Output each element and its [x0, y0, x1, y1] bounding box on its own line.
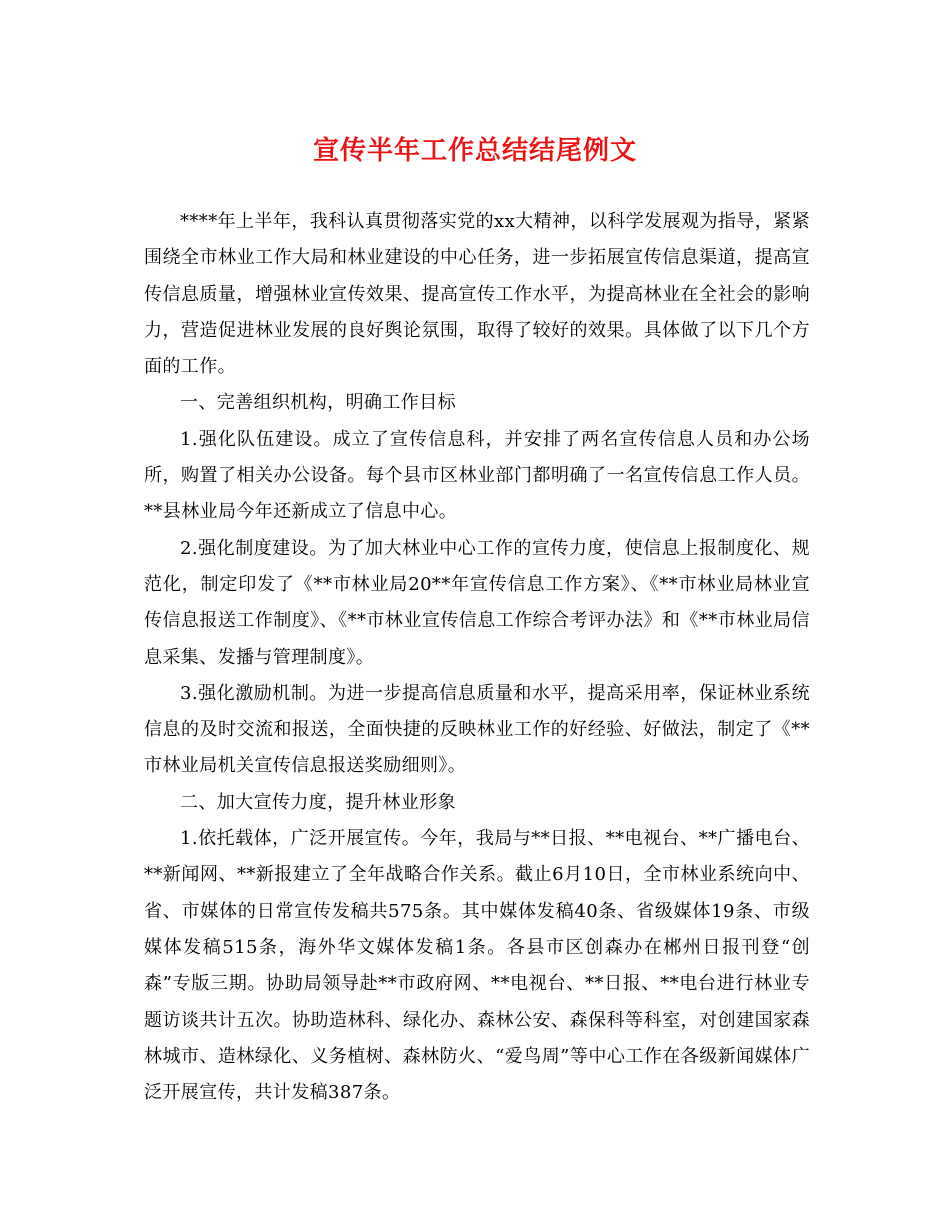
section-heading-1: 一、完善组织机构，明确工作目标	[180, 392, 456, 414]
paragraph-intro: ****年上半年，我科认真贯彻落实党的xx大精神，以科学发展观为指导，紧紧围绕全市林业工作大局和林业建设的中心任务，进一步拓展宣传信息渠道，提高宣传信息质量，增强林业宣传效果、提高宣传工作水平，为提高林业在全社会的影响力，营造促进林业发展的良好舆论氛围，取得了较好的效果。具体做了以下几个方面的工作。	[144, 211, 810, 378]
paragraph-1-2: 2.强化制度建设。为了加大林业中心工作的宣传力度，使信息上报制度化、规范化，制定印发了《**市林业局20**年宣传信息工作方案》、《**市林业局林业宣传信息报送工作制度》、《**市林业宣传信息工作综合考评办法》和《**市林业局信息采集、发播与管理制度》。	[144, 537, 810, 668]
section-heading-2: 二、加大宣传力度，提升林业形象	[180, 791, 456, 813]
paragraph-2-1: 1.依托载体，广泛开展宣传。今年，我局与**日报、**电视台、**广播电台、**新闻网、**新报建立了全年战略合作关系。截止6月10日，全市林业系统向中、省、市媒体的日常宣传发稿共575条。其中媒体发稿40条、省级媒体19条、市级媒体发稿515条，海外华文媒体发稿1条。各县市区创森办在郴州日报刊登“创森”专版三期。协助局领导赴**市政府网、**电视台、**日报、**电台进行林业专题访谈共计五次。协助造林科、绿化办、森林公安、森保科等科室，对创建国家森林城市、造林绿化、义务植树、森林防火、“爱鸟周”等中心工作在各级新闻媒体广泛开展宣传，共计发稿387条。	[144, 828, 810, 1104]
document-title: 宣传半年工作总结结尾例文	[312, 136, 637, 166]
document-body	[144, 204, 810, 1111]
paragraph-1-1: 1.强化队伍建设。成立了宣传信息科，并安排了两名宣传信息人员和办公场所，购置了相关办公设备。每个县市区林业部门都明确了一名宣传信息工作人员。**县林业局今年还新成立了信息中心。	[144, 428, 810, 523]
paragraph-1-3: 3.强化激励机制。为进一步提高信息质量和水平，提高采用率，保证林业系统信息的及时交流和报送，全面快捷的反映林业工作的好经验、好做法，制定了《**市林业局机关宣传信息报送奖励细则》。	[144, 682, 810, 777]
